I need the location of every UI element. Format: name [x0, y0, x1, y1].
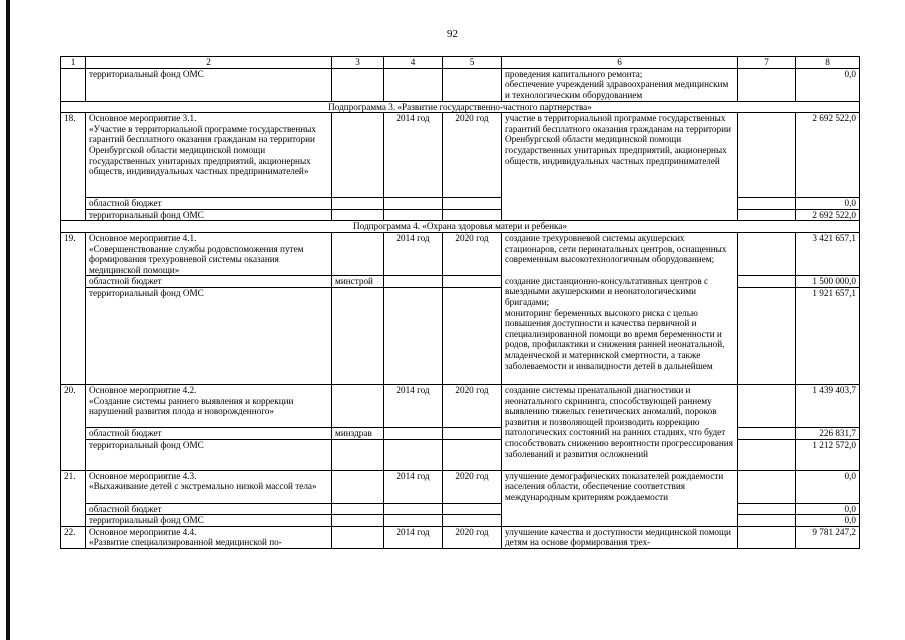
- start-year: 2014 год: [384, 113, 443, 198]
- col-header-8: 8: [796, 57, 860, 69]
- amount: 1 921 657,1: [796, 287, 860, 384]
- executor: минздрав: [332, 427, 384, 439]
- amount: 0,0: [796, 470, 860, 503]
- row-number: 20.: [61, 384, 86, 470]
- end-year: 2020 год: [443, 526, 502, 548]
- table-row: [61, 503, 860, 515]
- end-year: 2020 год: [443, 113, 502, 198]
- page-left-border: [6, 0, 10, 640]
- row-number: 19.: [61, 232, 86, 384]
- table-row: [61, 68, 860, 101]
- subprogram-title: Подпрограмма 4. «Охрана здоровья матери и ребенка»: [61, 221, 860, 233]
- col-header-2: 2: [86, 57, 332, 69]
- col-header-5: 5: [443, 57, 502, 69]
- source-name: областной бюджет: [86, 503, 332, 515]
- col-header-7: 7: [738, 57, 796, 69]
- amount: 0,0: [796, 198, 860, 210]
- amount: 0,0: [796, 515, 860, 527]
- col-header-1: 1: [61, 57, 86, 69]
- result-description: создание дистанционно-консультативных центров с выездными акушерскими и неонатологическими бригадами; мониторинг беременных высокого риска с целью повышения доступности и качества первичной и специализированной помощи во время беременности и родов, профилактики и снижения ранней неонатальной, младенческой и материнской смертности, а также заболеваемости и инвалидности детей в дальнейшем: [502, 276, 738, 385]
- table-row: [61, 113, 860, 198]
- source-name: территориальный фонд ОМС: [86, 287, 332, 384]
- col-header-3: 3: [332, 57, 384, 69]
- start-year: 2014 год: [384, 232, 443, 275]
- source-name: территориальный фонд ОМС: [86, 68, 332, 101]
- program-table: [60, 56, 860, 549]
- activity-name: Основное мероприятие 4.3. «Выхаживание детей с экстремально низкой массой тела»: [86, 470, 332, 503]
- amount: 0,0: [796, 68, 860, 101]
- source-name: территориальный фонд ОМС: [86, 515, 332, 527]
- table-row: [61, 287, 860, 384]
- table-row: [61, 427, 860, 439]
- table-row: [61, 232, 860, 275]
- start-year: 2014 год: [384, 470, 443, 503]
- amount: 1 212 572,0: [796, 439, 860, 470]
- subprogram-header: [61, 221, 860, 233]
- end-year: 2020 год: [443, 232, 502, 275]
- row-number: 18.: [61, 113, 86, 221]
- source-name: областной бюджет: [86, 427, 332, 439]
- amount: 0,0: [796, 503, 860, 515]
- activity-name: Основное мероприятие 4.2. «Создание системы раннего выявления и коррекции нарушений развития плода и новорожденного»: [86, 384, 332, 427]
- subprogram-title: Подпрограмма 3. «Развитие государственно-частного партнерства»: [61, 101, 860, 113]
- end-year: 2020 год: [443, 470, 502, 503]
- end-year: 2020 год: [443, 384, 502, 427]
- source-name: областной бюджет: [86, 276, 332, 288]
- activity-name: Основное мероприятие 4.1. «Совершенствование службы родовспоможения путем формирования трехуровневой системы оказания медицинской помощи»: [86, 232, 332, 275]
- start-year: 2014 год: [384, 526, 443, 548]
- table-row: [61, 515, 860, 527]
- amount: 2 692 522,0: [796, 209, 860, 221]
- table-row: [61, 384, 860, 427]
- table-row: [61, 198, 860, 210]
- table-row: [61, 439, 860, 470]
- source-name: территориальный фонд ОМС: [86, 439, 332, 470]
- result-description: улучшение демографических показателей рождаемости населения области, обеспечение соответствия международным критериям рождаемости: [502, 470, 738, 526]
- row-number: 21.: [61, 470, 86, 526]
- result-description: создание трехуровневой системы акушерских стационаров, сети перинатальных центров, оснащенных современным высокотехнологичным оборудованием;: [502, 232, 738, 275]
- result-description: создание системы пренатальной диагностики и неонатального скрининга, способствующей раннему выявлению тяжелых генетических аномалий, пороков развития и позволяющей производить коррекцию патологических состояний на ранних стадиях, что будет способствовать снижению вероятности прогрессирования заболеваний и развития осложнений: [502, 384, 738, 470]
- result-description: улучшение качества и доступности медицинской помощи детям на основе формирования трех-: [502, 526, 738, 548]
- page-number: 92: [447, 28, 458, 40]
- table-row: [61, 209, 860, 221]
- amount: 226 831,7: [796, 427, 860, 439]
- activity-name: Основное мероприятие 4.4. «Развитие специализированной медицинской по-: [86, 526, 332, 548]
- row-number: 22.: [61, 526, 86, 548]
- source-name: областной бюджет: [86, 198, 332, 210]
- source-name: территориальный фонд ОМС: [86, 209, 332, 221]
- result-description: участие в территориальной программе государственных гарантий бесплатного оказания гражданам на территории Оренбургской области медицинской помощи государственных унитарных предприятий, акционерных обществ, индивидуальных частных предпринимателей: [502, 113, 738, 221]
- table-row: [61, 470, 860, 503]
- col-header-6: 6: [502, 57, 738, 69]
- activity-name: Основное мероприятие 3.1. «Участие в территориальной программе государственных гарантий бесплатного оказания гражданам на территории Оренбургской области медицинской помощи государственных унитарных предприятий, акционерных обществ, индивидуальных частных предпринимателей»: [86, 113, 332, 198]
- amount: 1 439 403,7: [796, 384, 860, 427]
- executor: минстрой: [332, 276, 384, 288]
- start-year: 2014 год: [384, 384, 443, 427]
- table-row: [61, 526, 860, 548]
- column-number-row: [61, 57, 860, 69]
- result-description: проведения капитального ремонта; обеспечение учреждений здравоохранения медицинским и технологическим оборудованием: [502, 68, 738, 101]
- subprogram-header: [61, 101, 860, 113]
- amount: 3 421 657,1: [796, 232, 860, 275]
- amount: 2 692 522,0: [796, 113, 860, 198]
- col-header-4: 4: [384, 57, 443, 69]
- table-row: [61, 276, 860, 288]
- amount: 1 500 000,0: [796, 276, 860, 288]
- amount: 9 781 247,2: [796, 526, 860, 548]
